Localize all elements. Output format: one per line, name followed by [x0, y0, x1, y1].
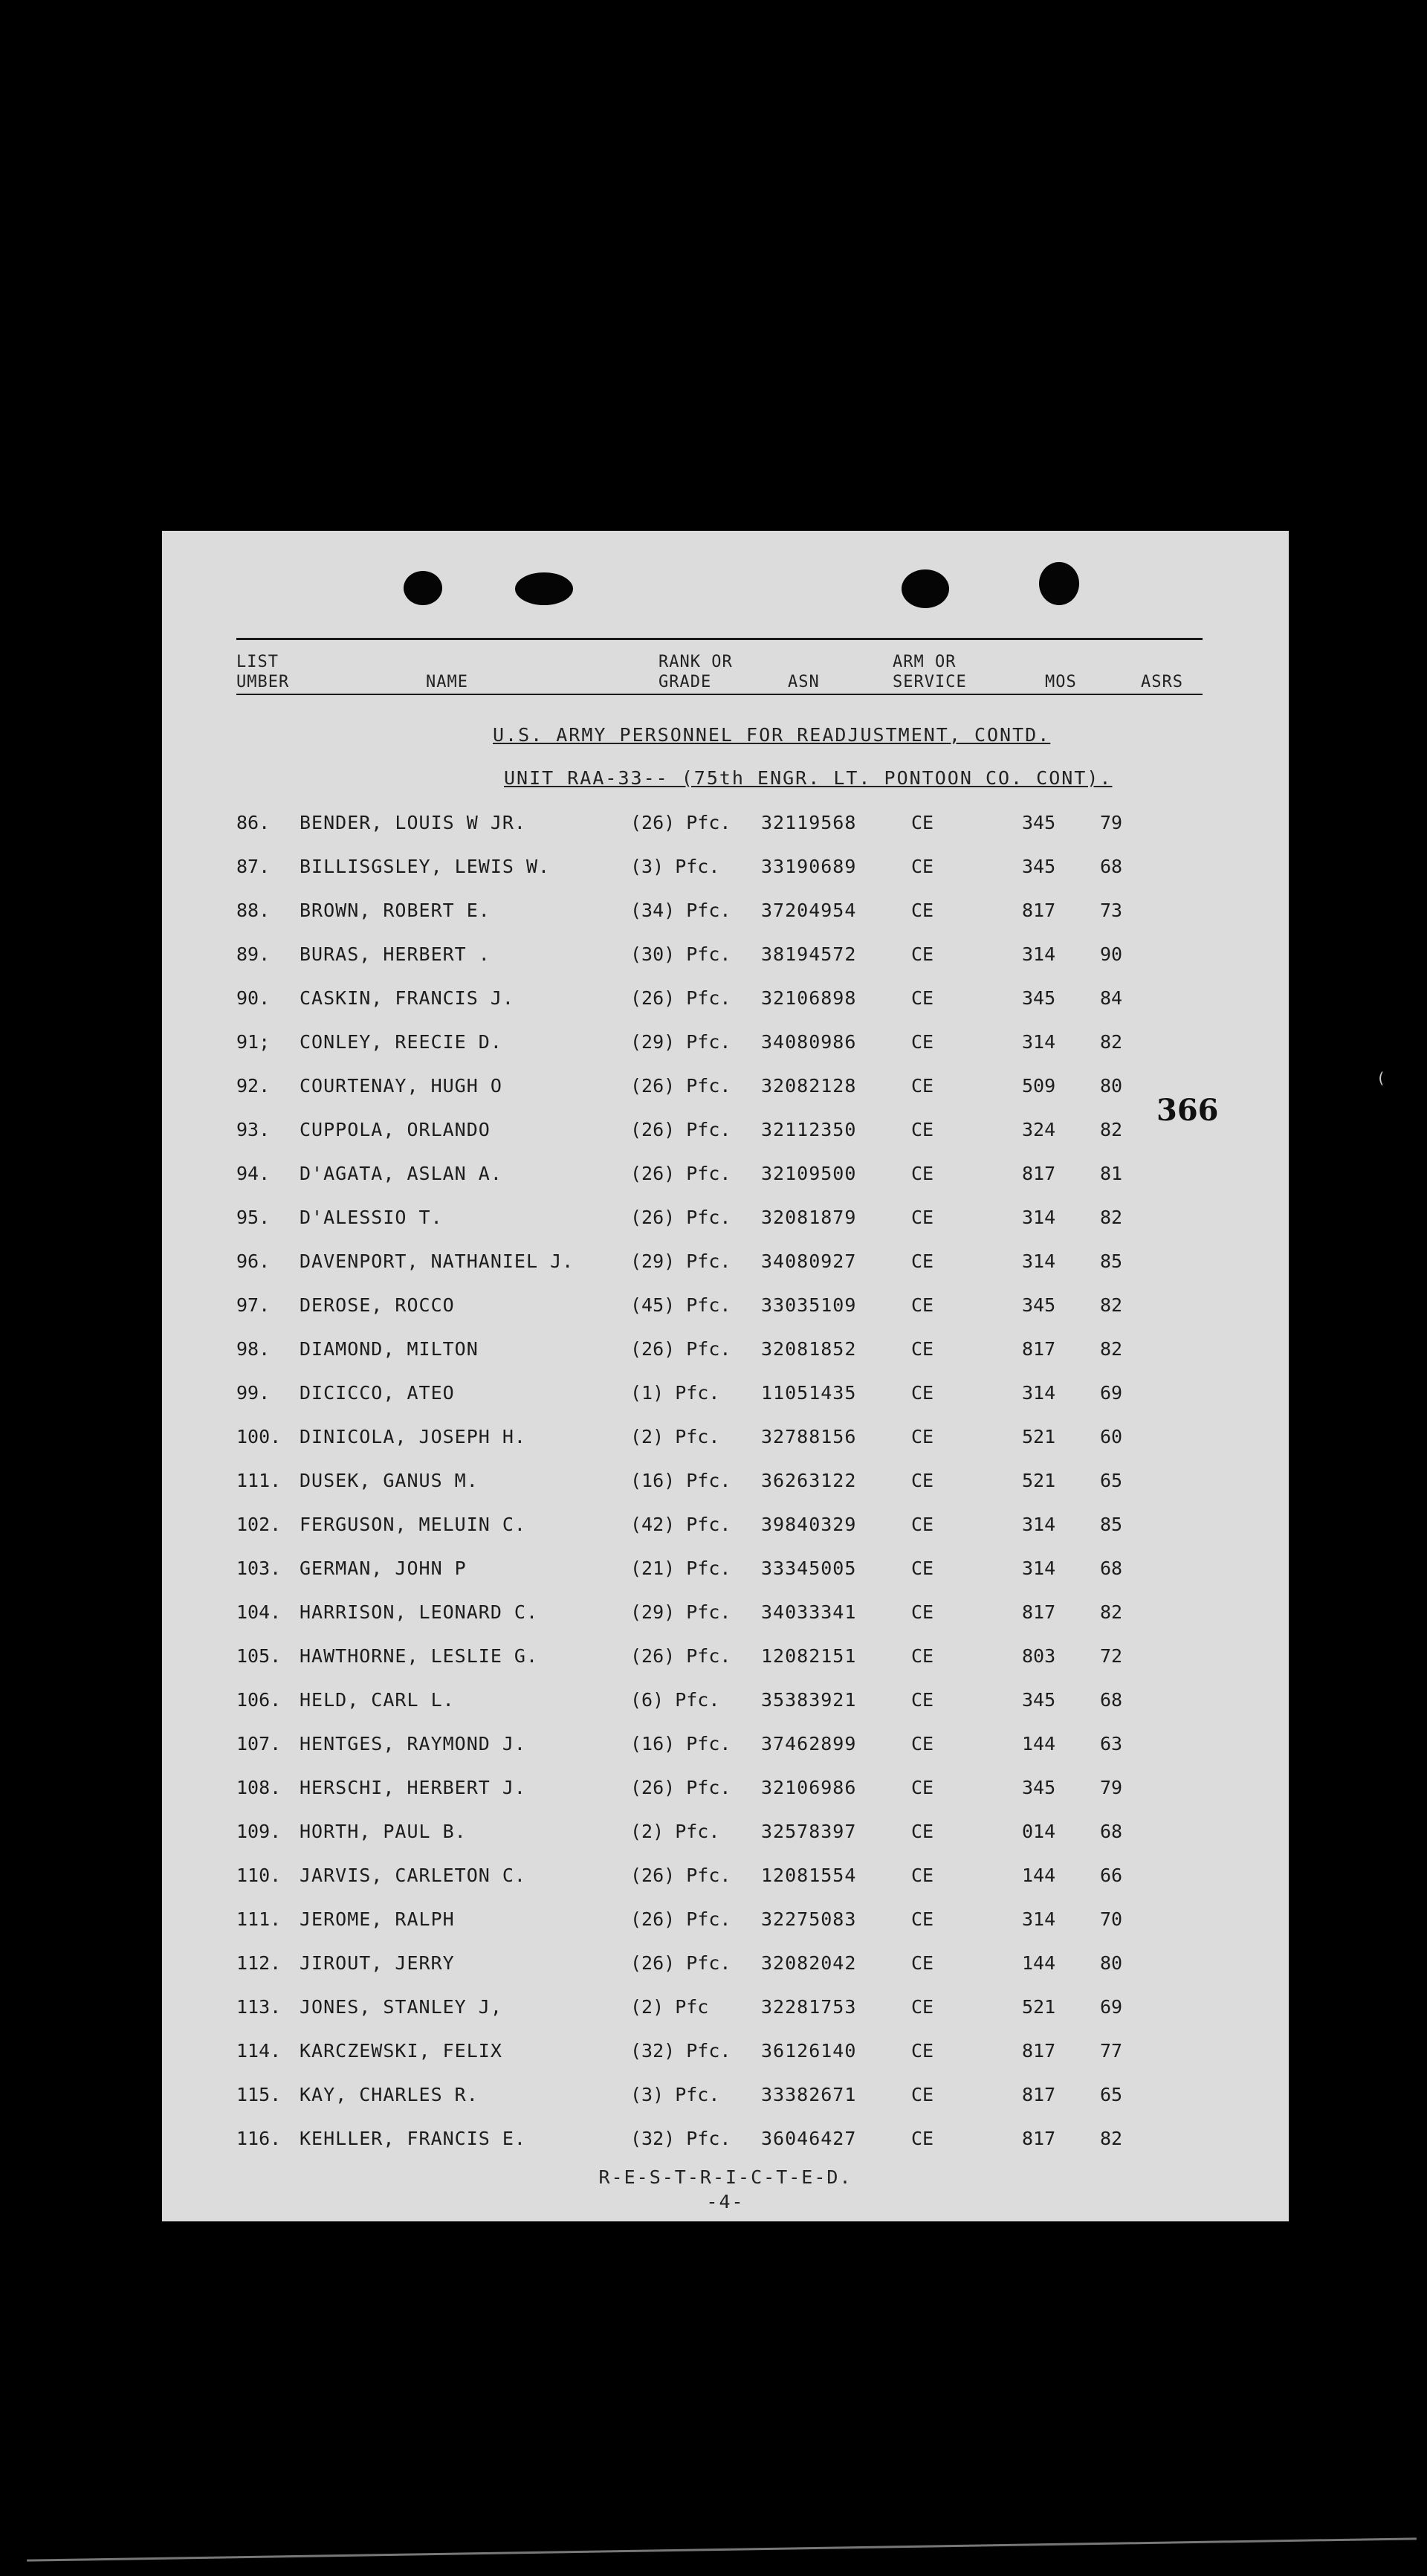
arm-service: CE	[911, 987, 934, 1009]
list-number: 94.	[236, 1163, 271, 1184]
personnel-row	[162, 1075, 1289, 1105]
person-name: DINICOLA, JOSEPH H.	[300, 1426, 526, 1447]
asrs: 85	[1100, 1250, 1123, 1272]
list-number: 115.	[236, 2084, 282, 2105]
person-name: DAVENPORT, NATHANIEL J.	[300, 1250, 575, 1272]
asn: 32081879	[761, 1207, 857, 1228]
header-top-rule	[236, 638, 1203, 640]
punch-hole	[404, 571, 442, 605]
list-number: 86.	[236, 812, 271, 833]
rank-grade: (34) Pfc.	[630, 900, 731, 921]
asrs: 77	[1100, 2040, 1123, 2062]
mos: 803	[1022, 1645, 1056, 1667]
rank-grade: (21) Pfc.	[630, 1557, 731, 1579]
person-name: D'AGATA, ASLAN A.	[300, 1163, 502, 1184]
asrs: 66	[1100, 1865, 1123, 1886]
list-number: 92.	[236, 1075, 271, 1097]
header-list-number: LIST UMBER	[236, 653, 290, 691]
asrs: 82	[1100, 1207, 1123, 1228]
list-number: 111.	[236, 1470, 282, 1491]
rank-grade: (2) Pfc.	[630, 1821, 720, 1842]
person-name: KEHLLER, FRANCIS E.	[300, 2128, 526, 2149]
asrs: 68	[1100, 1821, 1123, 1842]
mos: 345	[1022, 812, 1056, 833]
personnel-row	[162, 1557, 1289, 1587]
mos: 314	[1022, 1382, 1056, 1404]
person-name: HELD, CARL L.	[300, 1689, 455, 1711]
list-number: 114.	[236, 2040, 282, 2062]
rank-grade: (26) Pfc.	[630, 1645, 731, 1667]
list-number: 116.	[236, 2128, 282, 2149]
rank-grade: (45) Pfc.	[630, 1294, 731, 1316]
person-name: CONLEY, REECIE D.	[300, 1031, 502, 1053]
rank-grade: (32) Pfc.	[630, 2040, 731, 2062]
personnel-row	[162, 1031, 1289, 1061]
rank-grade: (26) Pfc.	[630, 987, 731, 1009]
mos: 314	[1022, 1908, 1056, 1930]
mos: 817	[1022, 2084, 1056, 2105]
person-name: CUPPOLA, ORLANDO	[300, 1119, 491, 1140]
unit-title: UNIT RAA-33-- (75th ENGR. LT. PONTOON CO. CONT).	[504, 767, 1113, 789]
asn: 32109500	[761, 1163, 857, 1184]
list-number: 107.	[236, 1733, 282, 1755]
asn: 37462899	[761, 1733, 857, 1755]
rank-grade: (26) Pfc.	[630, 1163, 731, 1184]
mos: 521	[1022, 1470, 1056, 1491]
asrs: 63	[1100, 1733, 1123, 1755]
person-name: DICICCO, ATEO	[300, 1382, 455, 1404]
asrs: 82	[1100, 1601, 1123, 1623]
list-number: 95.	[236, 1207, 271, 1228]
person-name: HARRISON, LEONARD C.	[300, 1601, 539, 1623]
list-number: 102.	[236, 1514, 282, 1535]
asrs: 79	[1100, 812, 1123, 833]
arm-service: CE	[911, 856, 934, 877]
personnel-row	[162, 1777, 1289, 1807]
rank-grade: (42) Pfc.	[630, 1514, 731, 1535]
mos: 817	[1022, 2040, 1056, 2062]
asrs: 82	[1100, 1119, 1123, 1140]
asn: 33345005	[761, 1557, 857, 1579]
mos: 345	[1022, 1689, 1056, 1711]
restricted-marking: R-E-S-T-R-I-C-T-E-D.	[598, 2166, 852, 2188]
arm-service: CE	[911, 1031, 934, 1053]
arm-service: CE	[911, 1908, 934, 1930]
person-name: DEROSE, ROCCO	[300, 1294, 455, 1316]
list-number: 108.	[236, 1777, 282, 1798]
personnel-row	[162, 1601, 1289, 1631]
personnel-row	[162, 987, 1289, 1017]
personnel-row	[162, 1645, 1289, 1675]
rank-grade: (16) Pfc.	[630, 1470, 731, 1491]
punch-hole	[902, 569, 949, 608]
asrs: 70	[1100, 1908, 1123, 1930]
personnel-row	[162, 2084, 1289, 2114]
arm-service: CE	[911, 1777, 934, 1798]
arm-service: CE	[911, 2084, 934, 2105]
personnel-row	[162, 1996, 1289, 2026]
list-number: 110.	[236, 1865, 282, 1886]
asn: 38194572	[761, 943, 857, 965]
asrs: 82	[1100, 1294, 1123, 1316]
asn: 32788156	[761, 1426, 857, 1447]
arm-service: CE	[911, 2128, 934, 2149]
arm-service: CE	[911, 812, 934, 833]
person-name: BILLISGSLEY, LEWIS W.	[300, 856, 551, 877]
personnel-row	[162, 1733, 1289, 1763]
asrs: 84	[1100, 987, 1123, 1009]
mos: 817	[1022, 1338, 1056, 1360]
person-name: HAWTHORNE, LESLIE G.	[300, 1645, 539, 1667]
arm-service: CE	[911, 1733, 934, 1755]
list-title: U.S. ARMY PERSONNEL FOR READJUSTMENT, CONTD.	[493, 724, 1051, 746]
person-name: JIROUT, JERRY	[300, 1952, 455, 1974]
list-number: 112.	[236, 1952, 282, 1974]
rank-grade: (26) Pfc.	[630, 1777, 731, 1798]
margin-mark: (	[1376, 1069, 1386, 1087]
list-number: 100.	[236, 1426, 282, 1447]
asn: 32106986	[761, 1777, 857, 1798]
arm-service: CE	[911, 1163, 934, 1184]
personnel-row	[162, 1865, 1289, 1894]
punch-hole	[1039, 562, 1079, 605]
rank-grade: (32) Pfc.	[630, 2128, 731, 2149]
list-number: 99.	[236, 1382, 271, 1404]
arm-service: CE	[911, 1952, 934, 1974]
asn: 35383921	[761, 1689, 857, 1711]
mos: 817	[1022, 1601, 1056, 1623]
mos: 144	[1022, 1952, 1056, 1974]
rank-grade: (29) Pfc.	[630, 1250, 731, 1272]
person-name: COURTENAY, HUGH O	[300, 1075, 502, 1097]
asrs: 69	[1100, 1382, 1123, 1404]
mos: 817	[1022, 1163, 1056, 1184]
person-name: BURAS, HERBERT .	[300, 943, 491, 965]
personnel-row	[162, 1382, 1289, 1412]
rank-grade: (16) Pfc.	[630, 1733, 731, 1755]
arm-service: CE	[911, 1075, 934, 1097]
rank-grade: (29) Pfc.	[630, 1601, 731, 1623]
asn: 12081554	[761, 1865, 857, 1886]
mos: 817	[1022, 900, 1056, 921]
asn: 32578397	[761, 1821, 857, 1842]
asrs: 82	[1100, 2128, 1123, 2149]
asn: 36126140	[761, 2040, 857, 2062]
asn: 32082128	[761, 1075, 857, 1097]
person-name: JONES, STANLEY J,	[300, 1996, 502, 2018]
page-number: -4-	[706, 2191, 745, 2212]
mos: 324	[1022, 1119, 1056, 1140]
list-number: 87.	[236, 856, 271, 877]
mos: 314	[1022, 1031, 1056, 1053]
header-asn: ASN	[788, 673, 820, 691]
asn: 11051435	[761, 1382, 857, 1404]
arm-service: CE	[911, 1865, 934, 1886]
personnel-row	[162, 1250, 1289, 1280]
mos: 345	[1022, 1294, 1056, 1316]
personnel-row	[162, 1426, 1289, 1456]
arm-service: CE	[911, 1207, 934, 1228]
asn: 36046427	[761, 2128, 857, 2149]
rank-grade: (29) Pfc.	[630, 1031, 731, 1053]
person-name: FERGUSON, MELUIN C.	[300, 1514, 526, 1535]
asrs: 85	[1100, 1514, 1123, 1535]
asrs: 68	[1100, 1689, 1123, 1711]
scan-edge-line	[27, 2537, 1417, 2561]
personnel-row	[162, 2128, 1289, 2157]
personnel-row	[162, 1821, 1289, 1850]
list-number: 97.	[236, 1294, 271, 1316]
list-number: 96.	[236, 1250, 271, 1272]
personnel-row	[162, 856, 1289, 885]
personnel-row	[162, 1163, 1289, 1192]
person-name: DUSEK, GANUS M.	[300, 1470, 479, 1491]
list-number: 106.	[236, 1689, 282, 1711]
list-number: 111.	[236, 1908, 282, 1930]
person-name: JARVIS, CARLETON C.	[300, 1865, 526, 1886]
list-number: 98.	[236, 1338, 271, 1360]
rank-grade: (26) Pfc.	[630, 1338, 731, 1360]
asn: 34080927	[761, 1250, 857, 1272]
personnel-row	[162, 1514, 1289, 1543]
personnel-row	[162, 1952, 1289, 1982]
person-name: HORTH, PAUL B.	[300, 1821, 467, 1842]
arm-service: CE	[911, 2040, 934, 2062]
person-name: DIAMOND, MILTON	[300, 1338, 479, 1360]
mos: 314	[1022, 1514, 1056, 1535]
person-name: BROWN, ROBERT E.	[300, 900, 491, 921]
list-number: 113.	[236, 1996, 282, 2018]
mos: 314	[1022, 1250, 1056, 1272]
rank-grade: (30) Pfc.	[630, 943, 731, 965]
arm-service: CE	[911, 1557, 934, 1579]
arm-service: CE	[911, 1470, 934, 1491]
personnel-row	[162, 1338, 1289, 1368]
rank-grade: (26) Pfc.	[630, 1119, 731, 1140]
asrs: 81	[1100, 1163, 1123, 1184]
mos: 509	[1022, 1075, 1056, 1097]
person-name: D'ALESSIO T.	[300, 1207, 443, 1228]
asn: 12082151	[761, 1645, 857, 1667]
person-name: HERSCHI, HERBERT J.	[300, 1777, 526, 1798]
personnel-row	[162, 943, 1289, 973]
asrs: 90	[1100, 943, 1123, 965]
list-number: 105.	[236, 1645, 282, 1667]
person-name: CASKIN, FRANCIS J.	[300, 987, 514, 1009]
rank-grade: (26) Pfc.	[630, 1075, 731, 1097]
arm-service: CE	[911, 1601, 934, 1623]
rank-grade: (3) Pfc.	[630, 2084, 720, 2105]
arm-service: CE	[911, 1294, 934, 1316]
mos: 314	[1022, 943, 1056, 965]
list-number: 90.	[236, 987, 271, 1009]
rank-grade: (2) Pfc	[630, 1996, 709, 2018]
header-mos: MOS	[1045, 673, 1077, 691]
arm-service: CE	[911, 1426, 934, 1447]
asrs: 72	[1100, 1645, 1123, 1667]
asrs: 82	[1100, 1031, 1123, 1053]
asn: 32275083	[761, 1908, 857, 1930]
asn: 36263122	[761, 1470, 857, 1491]
arm-service: CE	[911, 1119, 934, 1140]
rank-grade: (26) Pfc.	[630, 812, 731, 833]
list-number: 103.	[236, 1557, 282, 1579]
list-number: 109.	[236, 1821, 282, 1842]
asrs: 79	[1100, 1777, 1123, 1798]
asn: 39840329	[761, 1514, 857, 1535]
header-arm-service: ARM OR SERVICE	[893, 653, 967, 691]
asn: 32281753	[761, 1996, 857, 2018]
asn: 32106898	[761, 987, 857, 1009]
mos: 345	[1022, 1777, 1056, 1798]
personnel-row	[162, 1470, 1289, 1500]
rank-grade: (26) Pfc.	[630, 1865, 731, 1886]
arm-service: CE	[911, 1821, 934, 1842]
rank-grade: (3) Pfc.	[630, 856, 720, 877]
document-page	[162, 531, 1289, 2221]
list-number: 88.	[236, 900, 271, 921]
list-number: 104.	[236, 1601, 282, 1623]
arm-service: CE	[911, 1250, 934, 1272]
arm-service: CE	[911, 1689, 934, 1711]
personnel-row	[162, 1207, 1289, 1236]
asn: 33382671	[761, 2084, 857, 2105]
mos: 521	[1022, 1996, 1056, 2018]
header-bottom-rule	[236, 694, 1203, 695]
rank-grade: (2) Pfc.	[630, 1426, 720, 1447]
personnel-row	[162, 812, 1289, 842]
asn: 32082042	[761, 1952, 857, 1974]
personnel-row	[162, 1908, 1289, 1938]
arm-service: CE	[911, 1338, 934, 1360]
punch-hole	[515, 572, 573, 605]
asn: 32081852	[761, 1338, 857, 1360]
list-number: 93.	[236, 1119, 271, 1140]
list-number: 91;	[236, 1031, 271, 1053]
rank-grade: (26) Pfc.	[630, 1207, 731, 1228]
personnel-row	[162, 900, 1289, 929]
person-name: BENDER, LOUIS W JR.	[300, 812, 526, 833]
stamped-number: 366	[1156, 1093, 1219, 1128]
personnel-row	[162, 2040, 1289, 2070]
mos: 144	[1022, 1733, 1056, 1755]
person-name: KARCZEWSKI, FELIX	[300, 2040, 502, 2062]
personnel-row	[162, 1294, 1289, 1324]
mos: 144	[1022, 1865, 1056, 1886]
asrs: 68	[1100, 1557, 1123, 1579]
asrs: 68	[1100, 856, 1123, 877]
asrs: 65	[1100, 2084, 1123, 2105]
asn: 32112350	[761, 1119, 857, 1140]
asrs: 82	[1100, 1338, 1123, 1360]
asn: 37204954	[761, 900, 857, 921]
asrs: 80	[1100, 1952, 1123, 1974]
rank-grade: (6) Pfc.	[630, 1689, 720, 1711]
mos: 521	[1022, 1426, 1056, 1447]
header-asrs: ASRS	[1141, 673, 1183, 691]
list-number: 89.	[236, 943, 271, 965]
mos: 014	[1022, 1821, 1056, 1842]
mos: 314	[1022, 1557, 1056, 1579]
rank-grade: (1) Pfc.	[630, 1382, 720, 1404]
asrs: 60	[1100, 1426, 1123, 1447]
asn: 32119568	[761, 812, 857, 833]
arm-service: CE	[911, 1514, 934, 1535]
asn: 34080986	[761, 1031, 857, 1053]
asrs: 73	[1100, 900, 1123, 921]
asrs: 80	[1100, 1075, 1123, 1097]
mos: 345	[1022, 987, 1056, 1009]
personnel-row	[162, 1119, 1289, 1149]
arm-service: CE	[911, 1996, 934, 2018]
asrs: 65	[1100, 1470, 1123, 1491]
person-name: JEROME, RALPH	[300, 1908, 455, 1930]
asn: 34033341	[761, 1601, 857, 1623]
mos: 345	[1022, 856, 1056, 877]
person-name: KAY, CHARLES R.	[300, 2084, 479, 2105]
person-name: HENTGES, RAYMOND J.	[300, 1733, 526, 1755]
arm-service: CE	[911, 900, 934, 921]
header-rank-grade: RANK OR GRADE	[659, 653, 733, 691]
mos: 314	[1022, 1207, 1056, 1228]
asn: 33190689	[761, 856, 857, 877]
header-name: NAME	[426, 673, 468, 691]
rank-grade: (26) Pfc.	[630, 1952, 731, 1974]
arm-service: CE	[911, 1382, 934, 1404]
mos: 817	[1022, 2128, 1056, 2149]
asn: 33035109	[761, 1294, 857, 1316]
arm-service: CE	[911, 943, 934, 965]
personnel-row	[162, 1689, 1289, 1719]
rank-grade: (26) Pfc.	[630, 1908, 731, 1930]
arm-service: CE	[911, 1645, 934, 1667]
asrs: 69	[1100, 1996, 1123, 2018]
person-name: GERMAN, JOHN P	[300, 1557, 467, 1579]
